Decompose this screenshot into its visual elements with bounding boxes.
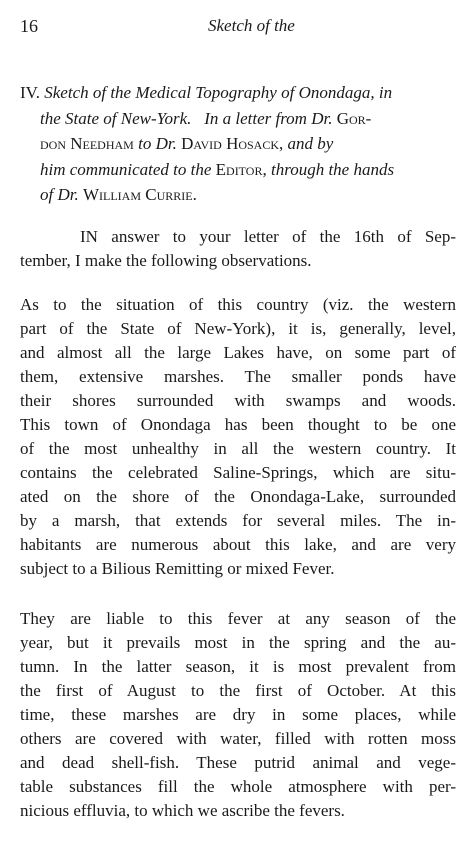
intermediary-name: William Currie.: [82, 185, 197, 204]
text-line: and dead shell-fish. These putrid animal and vege-: [20, 753, 456, 772]
heading-line-1: [20, 80, 456, 106]
text-line: tember, I make the following observations.: [20, 251, 312, 270]
text-line: ated on the shore of the Onondaga-Lake, surrounded: [20, 487, 456, 506]
text-line: nicious effluvia, to which we ascribe the fevers.: [20, 801, 345, 820]
article-heading: [20, 80, 456, 208]
heading-line-3: don Needham to Dr. David Hosack, and by: [40, 134, 334, 153]
text-line: by a marsh, that extends for several miles. The in-: [20, 511, 456, 530]
heading-line-2: the State of New-York. In a letter from Dr. Gor-: [40, 108, 372, 128]
text-line: and almost all the large Lakes have, on some part of: [20, 343, 456, 362]
text-line: time, these marshes are dry in some places, while: [20, 705, 456, 724]
text-line: their shores surrounded with swamps and woods.: [20, 391, 456, 410]
text-line: them, extensive marshes. The smaller ponds have: [20, 367, 456, 386]
heading-line-4: him communicated to the Editor, through the hands: [40, 159, 395, 179]
running-head: Sketch of the: [208, 16, 295, 35]
text-line: part of the State of New-York), it is, generally, level,: [20, 319, 456, 338]
text-line: subject to a Bilious Remitting or mixed Fever.: [20, 559, 335, 578]
author-name: don Needham: [40, 134, 134, 153]
text-line: As to the situation of this country (viz. the western: [20, 295, 456, 314]
recipient-name: David Hosack,: [181, 134, 284, 153]
text-line: table substances fill the whole atmosphere with per-: [20, 777, 456, 796]
text-line: habitants are numerous about this lake, and are very: [20, 535, 456, 554]
text-line: of the most unhealthy in all the western country. It: [20, 439, 456, 458]
text-line: contains the celebrated Saline-Springs, which are situ-: [20, 463, 456, 482]
page-number: 16: [20, 16, 38, 36]
text-line: year, but it prevails most in the spring and the au-: [20, 633, 456, 652]
text-line: others are covered with water, filled with rotten moss: [20, 729, 456, 748]
text-line: the first of August to the first of October. At this: [20, 681, 456, 700]
text-line: IN answer to your letter of the 16th of Sep-: [80, 227, 456, 246]
text-line: tumn. In the latter season, it is most prevalent from: [20, 657, 456, 676]
text-line: This town of Onondaga has been thought to be one: [20, 415, 456, 434]
text-line: They are liable to this fever at any season of the: [20, 609, 456, 628]
heading-title: Sketch of the Medical Topography of Onondaga, in: [44, 83, 393, 102]
heading-numeral: IV.: [20, 83, 40, 102]
page-header: [20, 16, 456, 40]
heading-line-5: of Dr. William Currie.: [40, 185, 197, 204]
